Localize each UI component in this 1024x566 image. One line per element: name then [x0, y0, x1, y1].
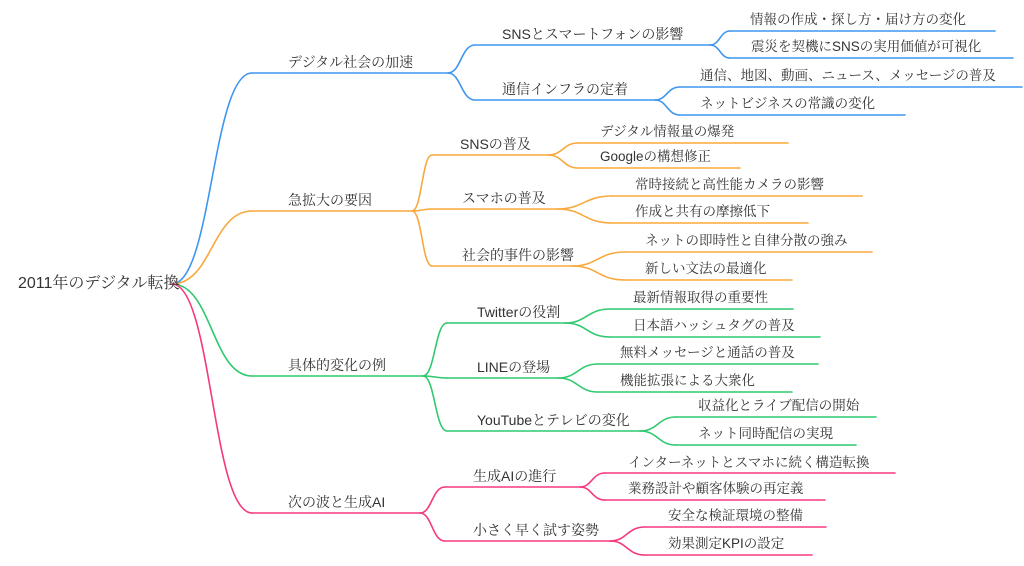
leaf-create-share-friction[interactable]: 作成と共有の摩擦低下: [635, 204, 770, 219]
leaf-disaster-sns-value[interactable]: 震災を契機にSNSの実用価値が可視化: [751, 39, 982, 54]
edge: [572, 266, 625, 280]
edge: [548, 143, 578, 155]
node-digital-society[interactable]: デジタル社会の加速: [288, 54, 414, 70]
node-sns-smartphone-impact[interactable]: SNSとスマートフォンの影響: [502, 26, 684, 42]
edge: [580, 473, 605, 487]
edge: [710, 31, 730, 45]
edge: [412, 155, 432, 211]
edge: [172, 211, 252, 284]
edge: [548, 155, 578, 168]
leaf-services-spread[interactable]: 通信、地図、動画、ニュース、メッセージの普及: [700, 68, 996, 83]
edge: [655, 100, 680, 115]
edge: [423, 323, 447, 376]
leaf-net-simulcast[interactable]: ネット同時配信の実現: [698, 426, 833, 441]
leaf-monetization-live[interactable]: 収益化とライブ配信の開始: [698, 398, 860, 413]
leaf-feature-expansion[interactable]: 機能拡張による大衆化: [620, 373, 755, 388]
edge: [558, 378, 598, 392]
node-genai-progress[interactable]: 生成AIの進行: [473, 468, 557, 484]
edge: [572, 252, 625, 266]
node-concrete-changes[interactable]: 具体的変化の例: [288, 357, 386, 373]
node-rapid-growth-factors[interactable]: 急拡大の要因: [288, 192, 372, 208]
edge: [610, 527, 645, 541]
leaf-structural-shift[interactable]: インターネットとスマホに続く構造転換: [628, 455, 870, 470]
edge: [640, 417, 676, 431]
leaf-always-on-camera[interactable]: 常時接続と高性能カメラの影響: [635, 177, 824, 192]
edge: [420, 487, 445, 513]
edge: [558, 364, 598, 378]
leaf-new-grammar[interactable]: 新しい文法の最適化: [645, 261, 767, 276]
edge: [172, 284, 252, 513]
node-try-small-fast[interactable]: 小さく早く試す姿勢: [473, 522, 599, 538]
edge: [710, 45, 730, 58]
node-sns-spread[interactable]: SNSの普及: [460, 136, 531, 152]
edge: [610, 541, 645, 555]
edge: [580, 487, 605, 500]
edge: [420, 513, 445, 541]
leaf-digital-info-explosion[interactable]: デジタル情報量の爆発: [600, 124, 735, 139]
edge: [448, 45, 475, 73]
node-line-debut[interactable]: LINEの登場: [477, 359, 551, 375]
edge: [640, 431, 676, 445]
leaf-free-message-calls[interactable]: 無料メッセージと通話の普及: [620, 345, 795, 360]
edge: [557, 209, 612, 223]
node-youtube-tv-change[interactable]: YouTubeとテレビの変化: [477, 412, 630, 428]
leaf-latest-info-importance[interactable]: 最新情報取得の重要性: [633, 290, 768, 305]
edge: [423, 376, 447, 431]
node-smartphone-spread[interactable]: スマホの普及: [462, 190, 546, 206]
edge: [565, 323, 610, 337]
node-twitter-role[interactable]: Twitterの役割: [477, 304, 561, 320]
node-social-events-impact[interactable]: 社会的事件の影響: [462, 247, 574, 263]
leaf-netbiz-common-sense[interactable]: ネットビジネスの常識の変化: [700, 96, 876, 111]
leaf-google-plan-revision[interactable]: Googleの構想修正: [600, 149, 712, 164]
edge: [565, 309, 610, 323]
edge: [655, 87, 680, 100]
node-next-wave-genai[interactable]: 次の波と生成AI: [288, 494, 386, 510]
edge: [172, 73, 252, 284]
node-comm-infra[interactable]: 通信インフラの定着: [502, 81, 628, 97]
leaf-info-creation-change[interactable]: 情報の作成・探し方・届け方の変化: [750, 12, 966, 27]
edge: [557, 196, 612, 209]
leaf-kpi-setting[interactable]: 効果測定KPIの設定: [668, 536, 785, 551]
leaf-net-immediacy[interactable]: ネットの即時性と自律分散の強み: [645, 233, 848, 248]
leaf-redefine-workflow-cx[interactable]: 業務設計や顧客体験の再定義: [628, 481, 804, 496]
node-root[interactable]: 2011年のデジタル転換: [18, 275, 180, 292]
leaf-safe-test-environment[interactable]: 安全な検証環境の整備: [668, 508, 803, 523]
edge: [448, 73, 475, 100]
edge: [172, 284, 252, 376]
leaf-jp-hashtag-spread[interactable]: 日本語ハッシュタグの普及: [633, 318, 795, 333]
edge: [412, 211, 432, 266]
